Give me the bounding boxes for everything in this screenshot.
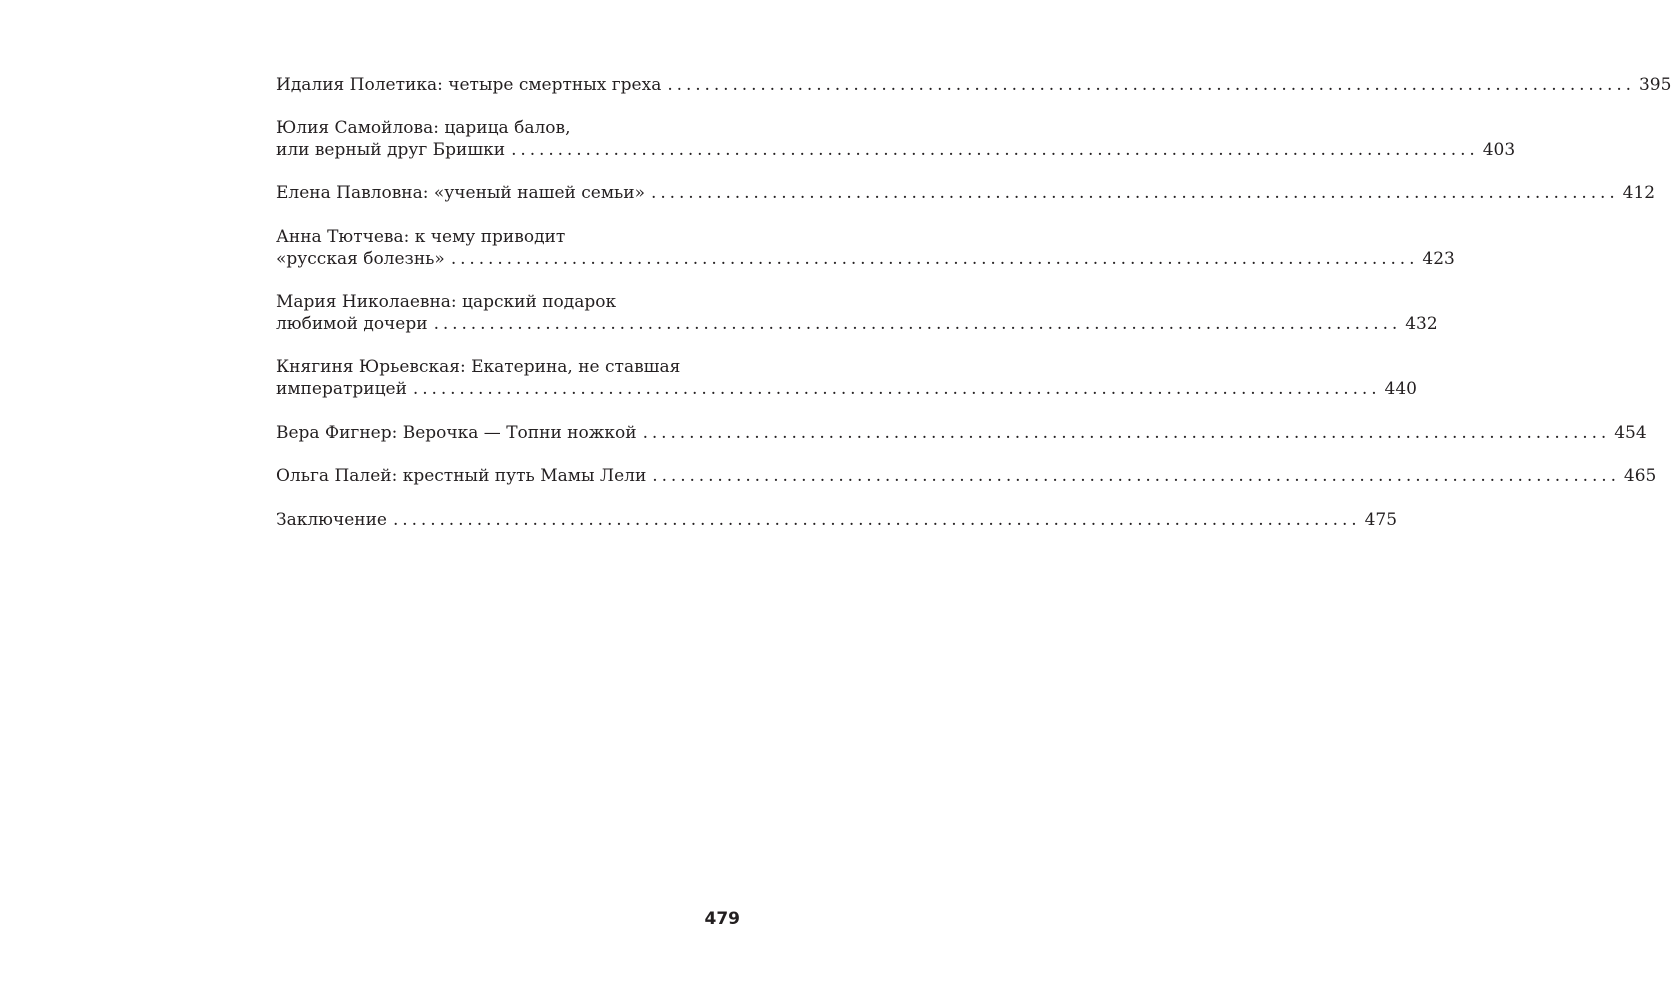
toc-entry[interactable] (276, 509, 1398, 531)
toc-entry[interactable] (276, 422, 1647, 444)
dot-leader: ........................................................................................................ (652, 466, 1620, 486)
toc-entry-line (276, 509, 1398, 531)
toc-entry[interactable] (276, 226, 1455, 270)
toc-page-number: 465 (1623, 466, 1657, 486)
dot-leader: ........................................................................................................ (511, 140, 1479, 160)
toc-entry-title-continued: «русская болезнь» (276, 249, 445, 269)
table-of-contents (276, 74, 1671, 531)
toc-entry-line (276, 422, 1647, 444)
toc-entry-title: Ольга Палей: крестный путь Мамы Лели (276, 466, 647, 486)
toc-entry-title: Княгиня Юрьевская: Екатерина, не ставшая (276, 357, 681, 377)
toc-entry[interactable] (276, 182, 1656, 204)
toc-entry-line (276, 139, 1516, 161)
toc-page-number: 432 (1405, 314, 1438, 334)
toc-entry-title: Юлия Самойлова: царица балов, (276, 118, 571, 138)
toc-entry-line (276, 378, 1417, 400)
toc-entry[interactable] (276, 74, 1671, 96)
toc-entry-line (276, 182, 1656, 204)
dot-leader: ........................................................................................................ (642, 423, 1611, 443)
dot-leader: ........................................................................................................ (651, 183, 1619, 203)
toc-entry[interactable] (276, 465, 1657, 487)
dot-leader: ........................................................................................................ (433, 314, 1402, 334)
toc-entry-line (276, 291, 738, 313)
toc-entry-title: Идалия Полетика: четыре смертных греха (276, 75, 662, 95)
toc-entry-title-continued: императрицей (276, 379, 407, 399)
toc-entry-line (276, 117, 738, 139)
toc-page-number: 475 (1364, 510, 1398, 530)
toc-entry-title-continued: любимой дочери (276, 314, 428, 334)
toc-page-number: 423 (1422, 249, 1455, 269)
page-number: 479 (704, 909, 740, 929)
dot-leader: ........................................................................................................ (412, 379, 1381, 399)
toc-entry[interactable] (276, 117, 1516, 161)
toc-entry[interactable] (276, 356, 1417, 400)
toc-entry-line (276, 465, 1657, 487)
dot-leader: ........................................................................................................ (667, 75, 1635, 95)
toc-entry-line (276, 356, 738, 378)
dot-leader: ........................................................................................................ (392, 510, 1361, 530)
dot-leader: ........................................................................................................ (450, 249, 1419, 269)
toc-entry[interactable] (276, 291, 1438, 335)
toc-entry-title: Вера Фигнер: Верочка — Топни ножкой (276, 423, 637, 443)
toc-entry-line (276, 226, 738, 248)
toc-page-number: 395 (1638, 75, 1671, 95)
toc-entry-title-continued: или верный друг Бришки (276, 140, 506, 160)
toc-entry-title: Анна Тютчева: к чему приводит (276, 227, 566, 247)
toc-entry-title: Мария Николаевна: царский подарок (276, 292, 617, 312)
toc-page-number: 440 (1384, 379, 1417, 399)
toc-entry-line (276, 74, 1671, 96)
toc-page-number: 454 (1614, 423, 1647, 443)
toc-entry-line (276, 313, 1438, 335)
toc-entry-line (276, 248, 1455, 270)
toc-page-number: 403 (1482, 140, 1516, 160)
toc-page-number: 412 (1622, 183, 1656, 203)
toc-entry-title: Заключение (276, 510, 387, 530)
toc-entry-title: Елена Павловна: «ученый нашей семьи» (276, 183, 646, 203)
